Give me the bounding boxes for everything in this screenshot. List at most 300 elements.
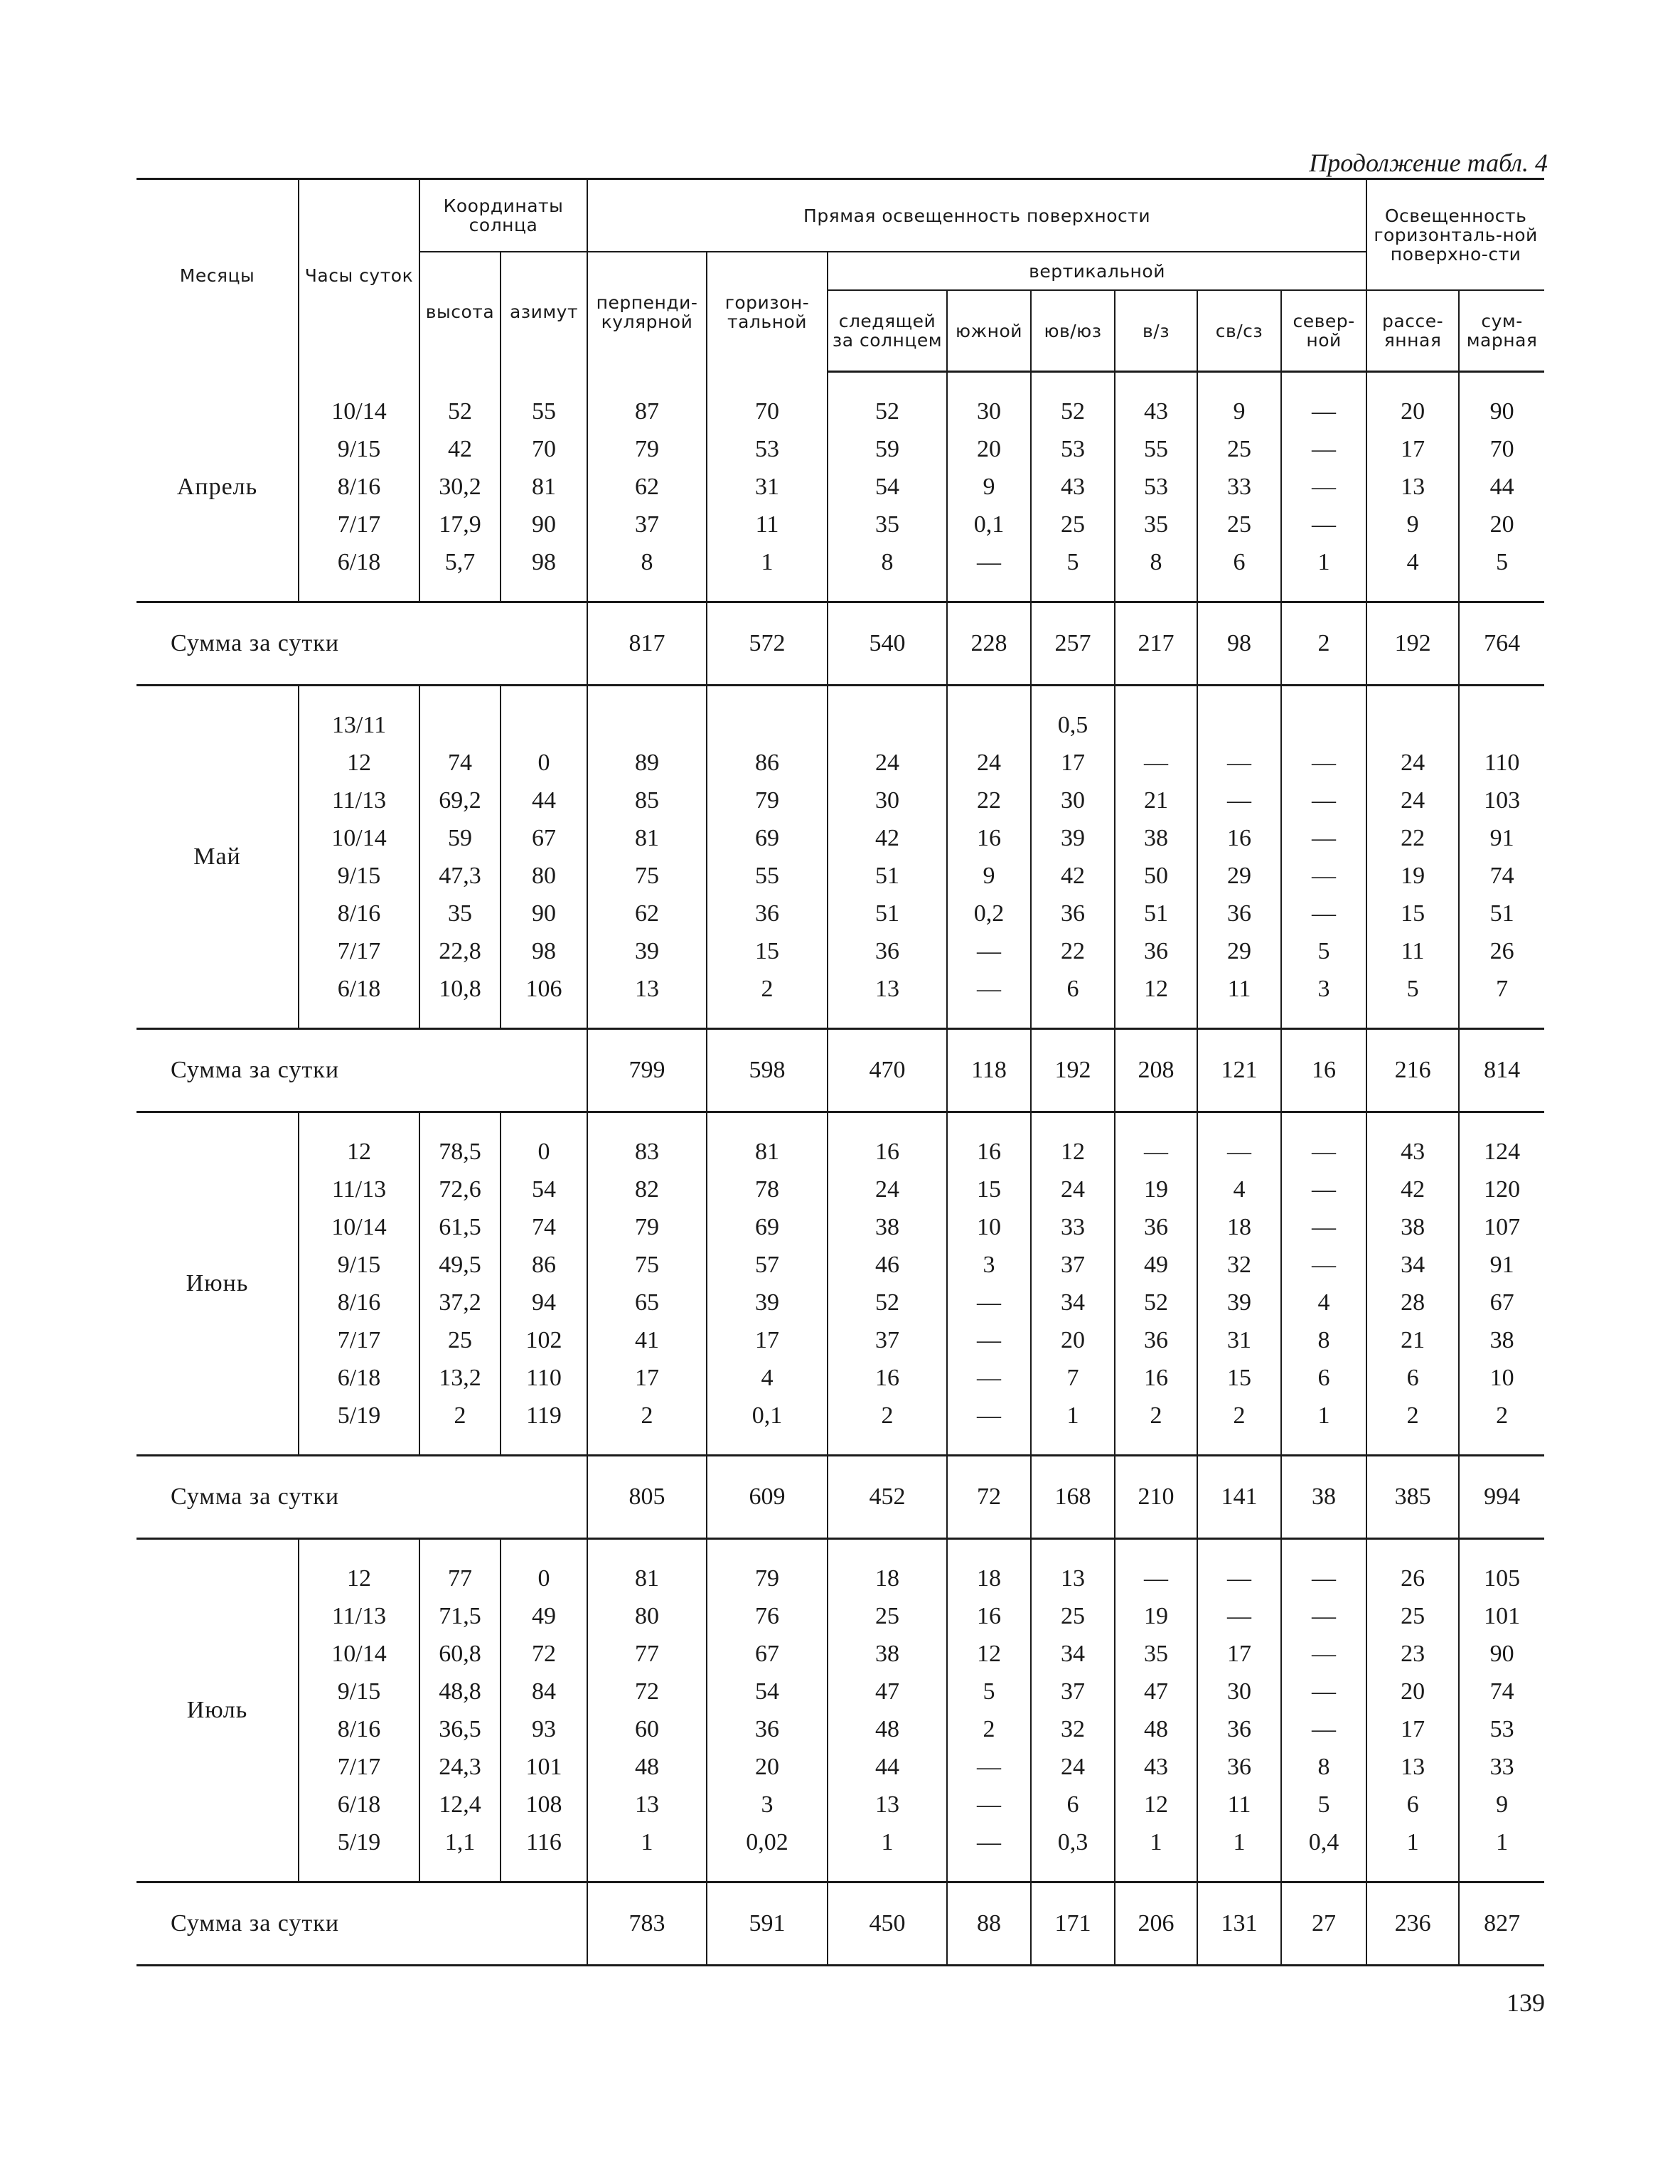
table-cell: 75 — [587, 857, 707, 895]
table-cell: 26 — [1366, 1560, 1459, 1597]
table-cell: 13 — [828, 970, 947, 1008]
table-cell: 37 — [1031, 1246, 1115, 1284]
table-cell: 59 — [419, 819, 501, 857]
table-row — [137, 1171, 1544, 1208]
table-cell: 54 — [501, 1171, 587, 1208]
table-cell: 15 — [707, 932, 828, 970]
table-cell: 52 — [828, 1284, 947, 1321]
table-cell: 22 — [1366, 819, 1459, 857]
table-cell: 11 — [1366, 932, 1459, 970]
table-cell: 13 — [1366, 1748, 1459, 1786]
sum-cell: 216 — [1366, 1029, 1459, 1112]
table-cell: 15 — [947, 1171, 1031, 1208]
header-hours: Часы суток — [299, 179, 419, 372]
table-cell: 43 — [1031, 468, 1115, 506]
table-cell: 47,3 — [419, 857, 501, 895]
table-cell: 46 — [828, 1246, 947, 1284]
table-cell — [1366, 706, 1459, 744]
table-cell: 6 — [1031, 1786, 1115, 1823]
table-cell: 0,1 — [947, 506, 1031, 543]
table-row — [137, 1823, 1544, 1861]
table-cell: 8/16 — [299, 1710, 419, 1748]
table-cell: 93 — [501, 1710, 587, 1748]
table-cell: 110 — [1459, 744, 1544, 782]
illumination-table — [137, 178, 1544, 1966]
table-cell: 12 — [1031, 1133, 1115, 1171]
table-cell: 80 — [501, 857, 587, 895]
table-cell: 49,5 — [419, 1246, 501, 1284]
table-cell: 44 — [1459, 468, 1544, 506]
table-cell: 21 — [1115, 782, 1197, 819]
table-cell: 116 — [501, 1823, 587, 1861]
table-cell: 18 — [828, 1560, 947, 1597]
table-cell: 57 — [707, 1246, 828, 1284]
sum-cell: 118 — [947, 1029, 1031, 1112]
table-cell: — — [1281, 1635, 1366, 1673]
table-cell: 6 — [1281, 1359, 1366, 1397]
table-cell: 8 — [1281, 1321, 1366, 1359]
table-cell: 69,2 — [419, 782, 501, 819]
table-cell: — — [1115, 1133, 1197, 1171]
table-cell: 1 — [1031, 1397, 1115, 1434]
table-cell: 38 — [1366, 1208, 1459, 1246]
table-cell: 7/17 — [299, 1321, 419, 1359]
table-cell: 10 — [947, 1208, 1031, 1246]
sum-cell: 121 — [1197, 1029, 1281, 1112]
table-cell: 70 — [707, 393, 828, 430]
table-cell: 59 — [828, 430, 947, 468]
table-cell: 12 — [299, 1560, 419, 1597]
table-cell: 25 — [1031, 1597, 1115, 1635]
sum-cell: 2 — [1281, 602, 1366, 686]
table-cell: 24 — [1366, 782, 1459, 819]
table-cell: 20 — [1031, 1321, 1115, 1359]
table-cell: 6/18 — [299, 1359, 419, 1397]
table-cell: 80 — [587, 1597, 707, 1635]
table-cell: 108 — [501, 1786, 587, 1823]
sum-cell: 609 — [707, 1456, 828, 1539]
sum-cell: 217 — [1115, 602, 1197, 686]
table-cell: — — [1281, 1710, 1366, 1748]
sum-cell: 450 — [828, 1882, 947, 1966]
table-cell: — — [947, 970, 1031, 1008]
table-cell: 61,5 — [419, 1208, 501, 1246]
table-cell: 42 — [1366, 1171, 1459, 1208]
table-cell: 81 — [587, 1560, 707, 1597]
table-cell: 24 — [828, 744, 947, 782]
sum-cell: 799 — [587, 1029, 707, 1112]
table-cell: 36 — [1197, 1748, 1281, 1786]
sum-cell: 141 — [1197, 1456, 1281, 1539]
table-cell: 20 — [1366, 393, 1459, 430]
table-cell: 52 — [1031, 393, 1115, 430]
table-cell: — — [1281, 1597, 1366, 1635]
table-cell: 29 — [1197, 932, 1281, 970]
table-cell: 52 — [828, 393, 947, 430]
table-cell: 6 — [1366, 1786, 1459, 1823]
table-cell: 71,5 — [419, 1597, 501, 1635]
sum-cell: 591 — [707, 1882, 828, 1966]
table-cell: 20 — [707, 1748, 828, 1786]
table-cell: 8/16 — [299, 1284, 419, 1321]
table-cell: — — [947, 1359, 1031, 1397]
table-cell: 51 — [828, 895, 947, 932]
table-cell: 6 — [1366, 1359, 1459, 1397]
table-cell: 49 — [501, 1597, 587, 1635]
table-cell: 32 — [1197, 1246, 1281, 1284]
table-cell: 2 — [419, 1397, 501, 1434]
table-cell: 1 — [1197, 1823, 1281, 1861]
table-cell: 5 — [1281, 932, 1366, 970]
table-cell: — — [1197, 1133, 1281, 1171]
table-cell: 33 — [1197, 468, 1281, 506]
table-cell: 9/15 — [299, 1673, 419, 1710]
table-row — [137, 1560, 1544, 1597]
table-cell: 78 — [707, 1171, 828, 1208]
sum-cell: 817 — [587, 602, 707, 686]
sum-label: Сумма за сутки — [137, 1029, 587, 1112]
table-cell: — — [1197, 1560, 1281, 1597]
table-cell: 0 — [501, 744, 587, 782]
table-cell: 2 — [828, 1397, 947, 1434]
table-cell: 15 — [1366, 895, 1459, 932]
table-cell: 67 — [1459, 1284, 1544, 1321]
table-cell: 5,7 — [419, 543, 501, 581]
table-row — [137, 1321, 1544, 1359]
table-cell: 53 — [1115, 468, 1197, 506]
sum-cell: 210 — [1115, 1456, 1197, 1539]
table-cell: 89 — [587, 744, 707, 782]
table-cell: 4 — [1197, 1171, 1281, 1208]
table-cell: 42 — [1031, 857, 1115, 895]
table-cell: 36 — [1197, 1710, 1281, 1748]
table-cell: 39 — [1197, 1284, 1281, 1321]
sum-row — [137, 1882, 1544, 1966]
table-cell: 24 — [947, 744, 1031, 782]
table-cell: 37,2 — [419, 1284, 501, 1321]
table-cell: 60 — [587, 1710, 707, 1748]
table-row — [137, 1710, 1544, 1748]
table-cell: 16 — [828, 1133, 947, 1171]
table-cell: 35 — [419, 895, 501, 932]
table-cell: 35 — [1115, 1635, 1197, 1673]
table-cell: 79 — [587, 430, 707, 468]
sum-cell: 38 — [1281, 1456, 1366, 1539]
table-cell: 7/17 — [299, 506, 419, 543]
table-cell: 24 — [828, 1171, 947, 1208]
table-cell: 51 — [1115, 895, 1197, 932]
table-cell: 2 — [587, 1397, 707, 1434]
table-cell: 12 — [299, 744, 419, 782]
table-cell: 47 — [1115, 1673, 1197, 1710]
table-cell: 7 — [1459, 970, 1544, 1008]
sum-cell: 192 — [1366, 602, 1459, 686]
table-cell: 10/14 — [299, 819, 419, 857]
month-name: Май — [193, 843, 241, 870]
table-cell: 8/16 — [299, 468, 419, 506]
sum-cell: 827 — [1459, 1882, 1544, 1966]
table-cell: 21 — [1366, 1321, 1459, 1359]
table-cell: 35 — [1115, 506, 1197, 543]
table-cell: 10/14 — [299, 1208, 419, 1246]
table-cell: 19 — [1115, 1171, 1197, 1208]
table-cell: 8/16 — [299, 895, 419, 932]
table-cell: 33 — [1031, 1208, 1115, 1246]
sum-cell: 206 — [1115, 1882, 1197, 1966]
table-cell: 9/15 — [299, 430, 419, 468]
table-cell: 17 — [1197, 1635, 1281, 1673]
table-cell: 18 — [947, 1560, 1031, 1597]
header-e-w: в/з — [1115, 290, 1197, 372]
table-row — [137, 744, 1544, 782]
table-cell: 43 — [1366, 1133, 1459, 1171]
table-cell: 72 — [587, 1673, 707, 1710]
table-cell: 5 — [1031, 543, 1115, 581]
table-cell: 4 — [1281, 1284, 1366, 1321]
table-row — [137, 468, 1544, 506]
table-cell: — — [947, 1284, 1031, 1321]
table-row — [137, 932, 1544, 970]
table-cell: 6/18 — [299, 970, 419, 1008]
table-cell: — — [1197, 782, 1281, 819]
table-cell: — — [1281, 1208, 1366, 1246]
sum-cell: 171 — [1031, 1882, 1115, 1966]
sum-row — [137, 1456, 1544, 1539]
table-cell: 103 — [1459, 782, 1544, 819]
sum-label: Сумма за сутки — [137, 1456, 587, 1539]
table-cell — [1115, 706, 1197, 744]
table-cell: 74 — [419, 744, 501, 782]
sum-cell: 98 — [1197, 602, 1281, 686]
table-cell: 25 — [828, 1597, 947, 1635]
table-cell: 51 — [1459, 895, 1544, 932]
table-cell: 52 — [1115, 1284, 1197, 1321]
table-cell: 36 — [1115, 932, 1197, 970]
table-cell: 79 — [707, 782, 828, 819]
header-se-sw: юв/юз — [1031, 290, 1115, 372]
sum-cell: 994 — [1459, 1456, 1544, 1539]
table-cell: 25 — [1197, 506, 1281, 543]
table-cell — [501, 706, 587, 744]
table-cell: 36 — [828, 932, 947, 970]
sum-cell: 16 — [1281, 1029, 1366, 1112]
table-cell: 22,8 — [419, 932, 501, 970]
table-cell: 5/19 — [299, 1823, 419, 1861]
table-cell: 101 — [1459, 1597, 1544, 1635]
table-cell: 3 — [947, 1246, 1031, 1284]
table-cell: 0 — [501, 1560, 587, 1597]
table-row — [137, 1208, 1544, 1246]
table-cell: 5 — [1459, 543, 1544, 581]
table-cell: 1 — [828, 1823, 947, 1861]
table-cell: 0,2 — [947, 895, 1031, 932]
table-cell: 39 — [707, 1284, 828, 1321]
table-row — [137, 895, 1544, 932]
table-cell: 9/15 — [299, 1246, 419, 1284]
month-name: Апрель — [176, 473, 258, 500]
table-cell: 48 — [587, 1748, 707, 1786]
table-cell: 3 — [1281, 970, 1366, 1008]
table-cell: 53 — [707, 430, 828, 468]
table-row — [137, 1748, 1544, 1786]
table-cell: 7/17 — [299, 932, 419, 970]
table-cell: 25 — [1197, 430, 1281, 468]
table-cell: 54 — [828, 468, 947, 506]
sum-cell: 814 — [1459, 1029, 1544, 1112]
table-cell: 0 — [501, 1133, 587, 1171]
table-cell: — — [1281, 819, 1366, 857]
table-cell: 67 — [501, 819, 587, 857]
table-cell: 101 — [501, 1748, 587, 1786]
table-cell: — — [1281, 857, 1366, 895]
table-cell: 11 — [707, 506, 828, 543]
table-cell: 1 — [1281, 1397, 1366, 1434]
table-cell: 2 — [707, 970, 828, 1008]
table-cell: 13 — [587, 1786, 707, 1823]
table-cell: 22 — [947, 782, 1031, 819]
table-cell: 47 — [828, 1673, 947, 1710]
table-cell: 42 — [828, 819, 947, 857]
table-cell: 38 — [1115, 819, 1197, 857]
month-name: Июнь — [186, 1270, 249, 1296]
table-cell: 6/18 — [299, 1786, 419, 1823]
table-cell: 15 — [1197, 1359, 1281, 1397]
table-cell: 51 — [828, 857, 947, 895]
table-cell: — — [1281, 393, 1366, 430]
table-row — [137, 1786, 1544, 1823]
table-cell: 19 — [1366, 857, 1459, 895]
table-row — [137, 857, 1544, 895]
table-cell: 36,5 — [419, 1710, 501, 1748]
table-cell: 42 — [419, 430, 501, 468]
table-cell: 37 — [828, 1321, 947, 1359]
table-cell: 30 — [828, 782, 947, 819]
table-cell: 12 — [299, 1133, 419, 1171]
header-south: южной — [947, 290, 1031, 372]
table-cell: 13/11 — [299, 706, 419, 744]
table-cell: 39 — [1031, 819, 1115, 857]
table-cell: — — [1281, 1246, 1366, 1284]
table-cell: 79 — [707, 1560, 828, 1597]
table-cell: 17 — [1366, 430, 1459, 468]
table-cell: 72 — [501, 1635, 587, 1673]
table-cell — [587, 706, 707, 744]
table-cell: 110 — [501, 1359, 587, 1397]
table-cell: 30 — [1197, 1673, 1281, 1710]
table-cell: — — [1281, 1560, 1366, 1597]
header-sun-coords: Координаты солнца — [419, 179, 587, 252]
table-cell: 30 — [947, 393, 1031, 430]
table-cell: 34 — [1031, 1635, 1115, 1673]
table-cell: 86 — [707, 744, 828, 782]
table-cell: 43 — [1115, 393, 1197, 430]
table-cell: 72,6 — [419, 1171, 501, 1208]
table-cell: 2 — [1115, 1397, 1197, 1434]
table-cell: — — [1115, 1560, 1197, 1597]
table-cell: 79 — [587, 1208, 707, 1246]
sum-label: Сумма за сутки — [137, 602, 587, 686]
table-cell: 81 — [501, 468, 587, 506]
table-cell: 5/19 — [299, 1397, 419, 1434]
table-cell: 48,8 — [419, 1673, 501, 1710]
table-cell — [1197, 706, 1281, 744]
table-cell: — — [1281, 1673, 1366, 1710]
table-cell: 17 — [1031, 744, 1115, 782]
table-cell: — — [947, 1397, 1031, 1434]
table-cell: — — [1281, 430, 1366, 468]
table-cell: 13 — [828, 1786, 947, 1823]
table-cell: 1 — [1281, 543, 1366, 581]
table-cell: 11/13 — [299, 1171, 419, 1208]
table-cell: 70 — [501, 430, 587, 468]
table-cell: 16 — [947, 1133, 1031, 1171]
table-row — [137, 506, 1544, 543]
table-row — [137, 1597, 1544, 1635]
table-cell — [1281, 706, 1366, 744]
table-cell: 4 — [1366, 543, 1459, 581]
table-cell: 38 — [828, 1635, 947, 1673]
table-cell: 38 — [1459, 1321, 1544, 1359]
table-cell: 37 — [587, 506, 707, 543]
table-cell: 36 — [707, 1710, 828, 1748]
table-cell: 124 — [1459, 1133, 1544, 1171]
table-cell: 1 — [1115, 1823, 1197, 1861]
header-direct: Прямая освещенность поверхности — [587, 179, 1366, 252]
table-cell: — — [1281, 744, 1366, 782]
table-cell: 16 — [1197, 819, 1281, 857]
table-cell: 55 — [1115, 430, 1197, 468]
table-cell: 82 — [587, 1171, 707, 1208]
table-cell: 90 — [501, 895, 587, 932]
table-cell: 60,8 — [419, 1635, 501, 1673]
table-cell: 9 — [947, 468, 1031, 506]
table-cell: 29 — [1197, 857, 1281, 895]
table-cell: 8 — [1281, 1748, 1366, 1786]
table-cell: 10/14 — [299, 1635, 419, 1673]
table-cell — [1459, 706, 1544, 744]
table-cell: 8 — [828, 543, 947, 581]
table-cell: 85 — [587, 782, 707, 819]
table-cell: — — [1281, 468, 1366, 506]
table-cell: 25 — [419, 1321, 501, 1359]
table-cell: 2 — [1197, 1397, 1281, 1434]
table-cell: — — [947, 1748, 1031, 1786]
table-cell: 16 — [947, 819, 1031, 857]
table-cell: 0,02 — [707, 1823, 828, 1861]
table-cell: 17 — [587, 1359, 707, 1397]
table-cell: 13 — [1031, 1560, 1115, 1597]
table-cell: 19 — [1115, 1597, 1197, 1635]
page-number: 139 — [1507, 1988, 1545, 2017]
table-cell: — — [947, 932, 1031, 970]
header-total: сум-марная — [1459, 290, 1544, 372]
sum-cell: 168 — [1031, 1456, 1115, 1539]
table-cell: 1 — [707, 543, 828, 581]
table-cell: — — [1281, 895, 1366, 932]
table-cell: 11/13 — [299, 782, 419, 819]
table-cell: 22 — [1031, 932, 1115, 970]
table-cell: 98 — [501, 543, 587, 581]
table-cell: — — [1197, 744, 1281, 782]
table-cell: 24 — [1366, 744, 1459, 782]
sum-cell: 540 — [828, 602, 947, 686]
table-row — [137, 1397, 1544, 1434]
table-cell: 24 — [1031, 1171, 1115, 1208]
table-cell: 16 — [1115, 1359, 1197, 1397]
table-cell: 30,2 — [419, 468, 501, 506]
table-cell: — — [1197, 1597, 1281, 1635]
table-row — [137, 1359, 1544, 1397]
